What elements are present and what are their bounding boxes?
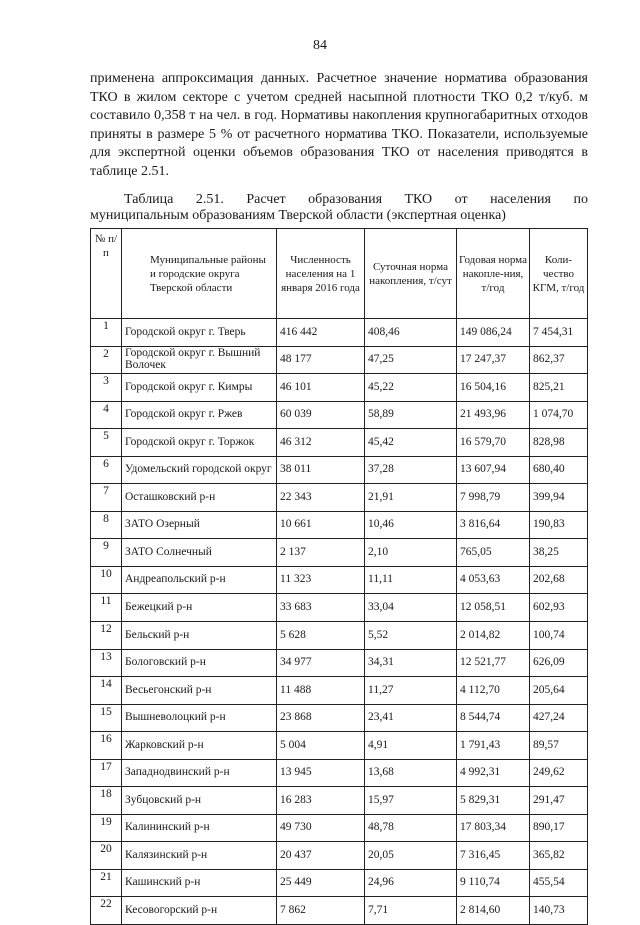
- cell-num: 11: [91, 594, 122, 622]
- header-population: Численность населения на 1 января 2016 года: [277, 229, 365, 319]
- cell-num: 18: [91, 787, 122, 815]
- table-row: [91, 484, 588, 512]
- caption-word: Таблица: [124, 192, 174, 207]
- cell-daily: 58,89: [365, 401, 457, 429]
- cell-daily: 11,27: [365, 677, 457, 705]
- cell-num: 16: [91, 732, 122, 760]
- cell-name: Кесовогорский р-н: [122, 897, 277, 925]
- cell-annual: 8 544,74: [457, 704, 530, 732]
- header-row: [91, 229, 588, 319]
- cell-daily: 7,71: [365, 897, 457, 925]
- cell-num: 20: [91, 842, 122, 870]
- cell-daily: 11,11: [365, 566, 457, 594]
- cell-num: 13: [91, 649, 122, 677]
- table-row: [91, 704, 588, 732]
- table-row: [91, 374, 588, 402]
- table-row: [91, 787, 588, 815]
- cell-annual: 3 816,64: [457, 511, 530, 539]
- cell-daily: 408,46: [365, 319, 457, 347]
- cell-num: 6: [91, 456, 122, 484]
- cell-num: 5: [91, 429, 122, 457]
- cell-kgm: 626,09: [530, 649, 588, 677]
- cell-daily: 23,41: [365, 704, 457, 732]
- cell-kgm: 249,62: [530, 759, 588, 787]
- cell-num: 21: [91, 869, 122, 897]
- cell-num: 9: [91, 539, 122, 567]
- cell-annual: 7 998,79: [457, 484, 530, 512]
- cell-name: Городской округ г. Торжок: [122, 429, 277, 457]
- cell-annual: 149 086,24: [457, 319, 530, 347]
- cell-population: 5 628: [277, 622, 365, 650]
- cell-num: 7: [91, 484, 122, 512]
- cell-kgm: 190,83: [530, 511, 588, 539]
- table-row: [91, 622, 588, 650]
- cell-num: 3: [91, 374, 122, 402]
- header-num: № п/п: [91, 229, 122, 319]
- cell-population: 25 449: [277, 869, 365, 897]
- cell-population: 10 661: [277, 511, 365, 539]
- table-row: [91, 732, 588, 760]
- cell-annual: 16 579,70: [457, 429, 530, 457]
- caption-word: ТКО: [404, 192, 433, 207]
- cell-kgm: 202,68: [530, 566, 588, 594]
- cell-name: Бологовский р-н: [122, 649, 277, 677]
- caption-word: от: [454, 192, 468, 207]
- cell-population: 11 488: [277, 677, 365, 705]
- cell-num: 2: [91, 346, 122, 374]
- cell-annual: 765,05: [457, 539, 530, 567]
- cell-annual: 2 814,60: [457, 897, 530, 925]
- caption-word: по: [573, 192, 588, 207]
- table-caption: [90, 192, 588, 224]
- cell-num: 22: [91, 897, 122, 925]
- cell-num: 17: [91, 759, 122, 787]
- body-paragraph: применена аппроксимация данных. Расчетное значение норматива образования ТКО в жилом секторе с учетом средней насыпной плотности ТКО 0,2 т/куб. м составило 0,358 т на чел. в год. Нормативы накопления крупногабаритных отходов приняты в размере 5 % от расчетного норматива ТКО. Показатели, используемые для экспертной оценки объемов образования ТКО от населения приводятся в таблице 2.51.: [90, 71, 588, 179]
- table-row: [91, 897, 588, 925]
- cell-name: Жарковский р-н: [122, 732, 277, 760]
- cell-daily: 47,25: [365, 346, 457, 374]
- cell-annual: 13 607,94: [457, 456, 530, 484]
- cell-daily: 4,91: [365, 732, 457, 760]
- cell-name: Кашинский р-н: [122, 869, 277, 897]
- cell-num: 19: [91, 814, 122, 842]
- table-row: [91, 319, 588, 347]
- table-row: [91, 869, 588, 897]
- cell-annual: 5 829,31: [457, 787, 530, 815]
- cell-name: Калининский р-н: [122, 814, 277, 842]
- cell-kgm: 602,93: [530, 594, 588, 622]
- table-row: [91, 759, 588, 787]
- header-name: Муниципальные районы и городские округа Тверской области: [122, 229, 277, 319]
- cell-name: Андреапольский р-н: [122, 566, 277, 594]
- cell-kgm: 1 074,70: [530, 401, 588, 429]
- cell-kgm: 291,47: [530, 787, 588, 815]
- cell-kgm: 365,82: [530, 842, 588, 870]
- table-caption-line1: [90, 192, 588, 208]
- table-body: [91, 319, 588, 925]
- cell-kgm: 862,37: [530, 346, 588, 374]
- cell-name: Вышневолоцкий р-н: [122, 704, 277, 732]
- cell-population: 20 437: [277, 842, 365, 870]
- cell-name: Западнодвинский р-н: [122, 759, 277, 787]
- caption-word: образования: [308, 192, 383, 207]
- table-row: [91, 594, 588, 622]
- cell-daily: 21,91: [365, 484, 457, 512]
- cell-population: 13 945: [277, 759, 365, 787]
- table-header: [91, 229, 588, 319]
- cell-population: 34 977: [277, 649, 365, 677]
- cell-annual: 16 504,16: [457, 374, 530, 402]
- cell-name: Бельский р-н: [122, 622, 277, 650]
- cell-num: 4: [91, 401, 122, 429]
- cell-population: 46 101: [277, 374, 365, 402]
- cell-annual: 12 058,51: [457, 594, 530, 622]
- cell-name: Калязинский р-н: [122, 842, 277, 870]
- cell-kgm: 7 454,31: [530, 319, 588, 347]
- cell-annual: 4 112,70: [457, 677, 530, 705]
- table-row: [91, 649, 588, 677]
- cell-name: Осташковский р-н: [122, 484, 277, 512]
- cell-population: 49 730: [277, 814, 365, 842]
- cell-annual: 12 521,77: [457, 649, 530, 677]
- cell-num: 12: [91, 622, 122, 650]
- cell-daily: 45,22: [365, 374, 457, 402]
- header-annual: Годовая норма накопле-ния, т/год: [457, 229, 530, 319]
- table-row: [91, 566, 588, 594]
- cell-name: Городской округ г. Ржев: [122, 401, 277, 429]
- cell-population: 11 323: [277, 566, 365, 594]
- cell-num: 1: [91, 319, 122, 347]
- table-row: [91, 429, 588, 457]
- cell-name: Городской округ г. Вышний Волочек: [122, 346, 277, 374]
- cell-population: 16 283: [277, 787, 365, 815]
- cell-name: Городской округ г. Кимры: [122, 374, 277, 402]
- cell-name: Городской округ г. Тверь: [122, 319, 277, 347]
- cell-kgm: 828,98: [530, 429, 588, 457]
- cell-name: Бежецкий р-н: [122, 594, 277, 622]
- cell-population: 60 039: [277, 401, 365, 429]
- page-number: 84: [313, 38, 327, 53]
- cell-population: 33 683: [277, 594, 365, 622]
- table-row: [91, 539, 588, 567]
- cell-annual: 17 247,37: [457, 346, 530, 374]
- cell-name: ЗАТО Озерный: [122, 511, 277, 539]
- cell-name: ЗАТО Солнечный: [122, 539, 277, 567]
- cell-population: 46 312: [277, 429, 365, 457]
- caption-word: Расчет: [246, 192, 286, 207]
- cell-daily: 13,68: [365, 759, 457, 787]
- cell-daily: 20,05: [365, 842, 457, 870]
- cell-annual: 1 791,43: [457, 732, 530, 760]
- table-row: [91, 842, 588, 870]
- header-kgm: Коли-чество КГМ, т/год: [530, 229, 588, 319]
- cell-kgm: 89,57: [530, 732, 588, 760]
- table-row: [91, 814, 588, 842]
- cell-daily: 2,10: [365, 539, 457, 567]
- cell-population: 38 011: [277, 456, 365, 484]
- cell-kgm: 427,24: [530, 704, 588, 732]
- table-caption-line2: муниципальным образованиям Тверской области (экспертная оценка): [90, 208, 506, 223]
- cell-daily: 10,46: [365, 511, 457, 539]
- cell-annual: 2 014,82: [457, 622, 530, 650]
- table-row: [91, 346, 588, 374]
- cell-daily: 5,52: [365, 622, 457, 650]
- cell-kgm: 140,73: [530, 897, 588, 925]
- cell-name: Зубцовский р-н: [122, 787, 277, 815]
- table-row: [91, 401, 588, 429]
- cell-kgm: 399,94: [530, 484, 588, 512]
- cell-annual: 4 992,31: [457, 759, 530, 787]
- cell-num: 10: [91, 566, 122, 594]
- table-row: [91, 456, 588, 484]
- cell-kgm: 680,40: [530, 456, 588, 484]
- cell-annual: 21 493,96: [457, 401, 530, 429]
- cell-population: 5 004: [277, 732, 365, 760]
- cell-annual: 9 110,74: [457, 869, 530, 897]
- table-row: [91, 677, 588, 705]
- header-daily: Суточная норма накопления, т/сут: [365, 229, 457, 319]
- cell-kgm: 205,64: [530, 677, 588, 705]
- cell-population: 7 862: [277, 897, 365, 925]
- cell-population: 22 343: [277, 484, 365, 512]
- cell-kgm: 890,17: [530, 814, 588, 842]
- cell-kgm: 825,21: [530, 374, 588, 402]
- caption-word: населения: [490, 192, 551, 207]
- cell-daily: 33,04: [365, 594, 457, 622]
- cell-population: 23 868: [277, 704, 365, 732]
- cell-daily: 45,42: [365, 429, 457, 457]
- waste-table: [90, 228, 588, 925]
- cell-population: 416 442: [277, 319, 365, 347]
- table-row: [91, 511, 588, 539]
- cell-daily: 15,97: [365, 787, 457, 815]
- cell-annual: 17 803,34: [457, 814, 530, 842]
- cell-num: 8: [91, 511, 122, 539]
- cell-name: Весьегонский р-н: [122, 677, 277, 705]
- cell-annual: 4 053,63: [457, 566, 530, 594]
- cell-name: Удомельский городской округ: [122, 456, 277, 484]
- cell-num: 15: [91, 704, 122, 732]
- cell-daily: 24,96: [365, 869, 457, 897]
- cell-num: 14: [91, 677, 122, 705]
- cell-kgm: 38,25: [530, 539, 588, 567]
- cell-annual: 7 316,45: [457, 842, 530, 870]
- cell-kgm: 455,54: [530, 869, 588, 897]
- caption-word: 2.51.: [195, 192, 224, 207]
- cell-kgm: 100,74: [530, 622, 588, 650]
- cell-daily: 48,78: [365, 814, 457, 842]
- cell-population: 48 177: [277, 346, 365, 374]
- cell-population: 2 137: [277, 539, 365, 567]
- cell-daily: 34,31: [365, 649, 457, 677]
- cell-daily: 37,28: [365, 456, 457, 484]
